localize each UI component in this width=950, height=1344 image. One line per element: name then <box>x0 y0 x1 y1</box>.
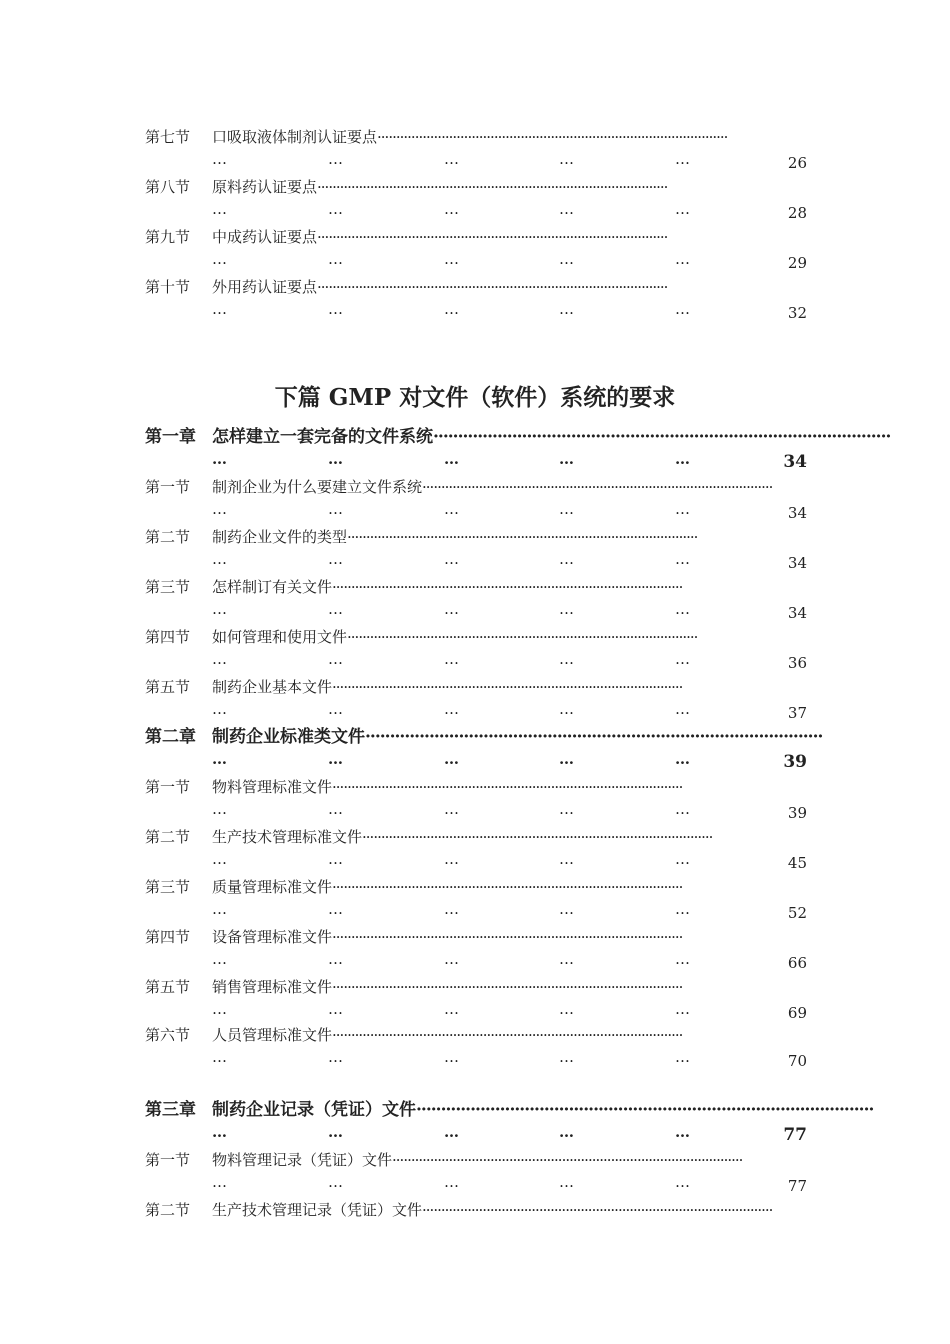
entry-title-text: 物料管理标准文件 <box>212 778 333 796</box>
entry-title <box>212 275 667 299</box>
leader-ellipsis: … <box>675 1048 689 1066</box>
leader-ellipsis: … <box>675 150 689 168</box>
page-number: 34 <box>787 504 807 522</box>
dot-leader: ····························································································· <box>347 628 698 646</box>
entry-title <box>212 475 772 499</box>
page-number: 34 <box>783 452 807 472</box>
entry-leader-line <box>145 949 807 973</box>
toc-section-entry[interactable] <box>145 975 807 1025</box>
entry-title-text: 生产技术管理标准文件 <box>212 828 363 846</box>
entry-heading-line <box>145 1198 807 1222</box>
entry-leader-line <box>145 699 807 723</box>
page-number: 34 <box>787 604 807 622</box>
toc-section-entry[interactable] <box>145 475 807 525</box>
leader-ellipsis: … <box>212 200 226 218</box>
leader-ellipsis: … <box>559 1000 573 1018</box>
leader-ellipsis: … <box>212 600 226 618</box>
entry-title-text: 如何管理和使用文件 <box>212 628 348 646</box>
leader-ellipsis: … <box>328 1048 342 1066</box>
dot-leader: ····························································································· <box>317 228 668 246</box>
entry-title <box>212 975 682 999</box>
page-number: 39 <box>783 752 807 772</box>
entry-heading-line <box>145 1098 874 1122</box>
leader-ellipsis: … <box>444 1000 458 1018</box>
entry-title-text: 制药企业基本文件 <box>212 678 333 696</box>
entry-leader-line <box>145 249 807 273</box>
leader-ellipsis: … <box>444 550 458 568</box>
page-number: 52 <box>787 904 807 922</box>
leader-ellipsis: … <box>675 650 689 668</box>
entry-leader-line <box>145 149 807 173</box>
entry-label: 第四节 <box>145 928 191 946</box>
leader-ellipsis: … <box>444 650 458 668</box>
toc-section-entry[interactable] <box>145 1198 807 1248</box>
entry-heading-line <box>145 825 807 849</box>
entry-label: 第五节 <box>145 678 191 696</box>
dot-leader: ····························································································· <box>332 928 683 946</box>
page-number: 26 <box>787 154 807 172</box>
leader-ellipsis: … <box>559 900 573 918</box>
entry-heading-line <box>145 575 807 599</box>
entry-heading-line <box>145 625 807 649</box>
leader-ellipsis: … <box>212 150 226 168</box>
entry-label: 第三章 <box>145 1100 196 1120</box>
leader-ellipsis: … <box>675 850 689 868</box>
entry-label: 第二节 <box>145 1201 191 1219</box>
leader-ellipsis: … <box>212 850 226 868</box>
dot-leader: ····························································································· <box>416 1100 874 1120</box>
dot-leader: ····························································································· <box>362 828 713 846</box>
leader-ellipsis: … <box>212 250 226 268</box>
leader-ellipsis: … <box>559 450 573 468</box>
leader-ellipsis: … <box>444 600 458 618</box>
entry-leader-line <box>145 749 807 773</box>
leader-ellipsis: … <box>444 200 458 218</box>
entry-title <box>212 1148 742 1172</box>
leader-ellipsis: … <box>675 300 689 318</box>
dot-leader: ····························································································· <box>422 478 773 496</box>
entry-leader-line <box>145 999 807 1023</box>
leader-ellipsis: … <box>675 1173 689 1191</box>
entry-label: 第十节 <box>145 278 191 296</box>
entry-label: 第一节 <box>145 778 191 796</box>
entry-heading-line <box>145 475 807 499</box>
entry-title <box>212 525 697 549</box>
dot-leader: ····························································································· <box>332 1026 683 1044</box>
entry-heading-line <box>145 425 891 449</box>
leader-ellipsis: … <box>559 850 573 868</box>
entry-title <box>212 925 682 949</box>
page-number: 69 <box>787 1004 807 1022</box>
entry-label: 第二章 <box>145 727 196 747</box>
dot-leader: ····························································································· <box>347 528 698 546</box>
toc-chapter-entry[interactable] <box>145 725 823 775</box>
toc-section-entry[interactable] <box>145 925 807 975</box>
entry-title-text: 中成药认证要点 <box>212 228 318 246</box>
entry-heading-line <box>145 675 807 699</box>
leader-ellipsis: … <box>444 900 458 918</box>
leader-ellipsis: … <box>328 600 342 618</box>
leader-ellipsis: … <box>328 800 342 818</box>
leader-ellipsis: … <box>444 300 458 318</box>
leader-ellipsis: … <box>328 1123 342 1141</box>
entry-title-text: 口吸取液体制剂认证要点 <box>212 128 378 146</box>
entry-title-text: 制剂企业为什么要建立文件系统 <box>212 478 423 496</box>
leader-ellipsis: … <box>675 200 689 218</box>
dot-leader: ····························································································· <box>332 678 683 696</box>
leader-ellipsis: … <box>559 750 573 768</box>
dot-leader: ····························································································· <box>365 727 823 747</box>
leader-ellipsis: … <box>675 450 689 468</box>
entry-label: 第五节 <box>145 978 191 996</box>
leader-ellipsis: … <box>328 500 342 518</box>
leader-ellipsis: … <box>328 250 342 268</box>
leader-ellipsis: … <box>559 1048 573 1066</box>
leader-ellipsis: … <box>212 800 226 818</box>
leader-ellipsis: … <box>559 150 573 168</box>
entry-leader-line <box>145 549 807 573</box>
dot-leader: ····························································································· <box>317 178 668 196</box>
toc-section-entry[interactable] <box>145 1148 807 1198</box>
leader-ellipsis: … <box>444 1048 458 1066</box>
toc-section-entry[interactable] <box>145 225 807 275</box>
entry-title-text: 原料药认证要点 <box>212 178 318 196</box>
page-number: 77 <box>787 1177 807 1195</box>
entry-leader-line <box>145 1172 807 1196</box>
toc-section-entry[interactable] <box>145 775 807 825</box>
page-number: 36 <box>787 654 807 672</box>
entry-leader-line <box>145 799 807 823</box>
entry-label: 第一章 <box>145 427 196 447</box>
entry-heading-line <box>145 225 807 249</box>
entry-heading-line <box>145 275 807 299</box>
page-number: 32 <box>787 304 807 322</box>
entry-title <box>212 175 667 199</box>
leader-ellipsis: … <box>328 750 342 768</box>
leader-ellipsis: … <box>212 500 226 518</box>
entry-title <box>212 625 697 649</box>
leader-ellipsis: … <box>328 850 342 868</box>
entry-label: 第四节 <box>145 628 191 646</box>
leader-ellipsis: … <box>559 950 573 968</box>
entry-label: 第二节 <box>145 528 191 546</box>
leader-ellipsis: … <box>675 1000 689 1018</box>
leader-ellipsis: … <box>559 1173 573 1191</box>
entry-title <box>212 1023 682 1047</box>
entry-title-text: 怎样制订有关文件 <box>212 578 333 596</box>
leader-ellipsis: … <box>212 650 226 668</box>
entry-title-text: 怎样建立一套完备的文件系统 <box>212 427 433 447</box>
entry-title <box>212 775 682 799</box>
entry-heading-line <box>145 525 807 549</box>
entry-title <box>212 675 682 699</box>
leader-ellipsis: … <box>444 850 458 868</box>
leader-ellipsis: … <box>559 800 573 818</box>
entry-title <box>212 825 712 849</box>
leader-ellipsis: … <box>675 750 689 768</box>
entry-title <box>212 875 682 899</box>
toc-section-entry[interactable] <box>145 875 807 925</box>
leader-ellipsis: … <box>328 450 342 468</box>
entry-title <box>212 1198 772 1222</box>
entry-title <box>212 725 822 749</box>
leader-ellipsis: … <box>444 1123 458 1141</box>
leader-ellipsis: … <box>444 500 458 518</box>
leader-ellipsis: … <box>444 950 458 968</box>
toc-section-entry[interactable] <box>145 125 807 175</box>
leader-ellipsis: … <box>328 550 342 568</box>
leader-ellipsis: … <box>212 900 226 918</box>
entry-title-text: 设备管理标准文件 <box>212 928 333 946</box>
leader-ellipsis: … <box>675 600 689 618</box>
entry-title <box>212 575 682 599</box>
leader-ellipsis: … <box>559 300 573 318</box>
leader-ellipsis: … <box>212 950 226 968</box>
leader-ellipsis: … <box>559 650 573 668</box>
entry-title-text: 人员管理标准文件 <box>212 1026 333 1044</box>
leader-ellipsis: … <box>559 200 573 218</box>
page-number: 45 <box>787 854 807 872</box>
leader-ellipsis: … <box>675 950 689 968</box>
leader-ellipsis: … <box>444 250 458 268</box>
entry-label: 第八节 <box>145 178 191 196</box>
leader-ellipsis: … <box>328 900 342 918</box>
leader-ellipsis: … <box>328 200 342 218</box>
toc-section-entry[interactable] <box>145 675 807 725</box>
entry-heading-line <box>145 125 807 149</box>
toc-chapter-entry[interactable] <box>145 1098 874 1148</box>
entry-leader-line <box>145 899 807 923</box>
entry-heading-line <box>145 725 823 749</box>
entry-title-text: 物料管理记录（凭证）文件 <box>212 1151 393 1169</box>
entry-label: 第六节 <box>145 1026 191 1044</box>
leader-ellipsis: … <box>675 700 689 718</box>
toc-section-entry[interactable] <box>145 1023 807 1073</box>
leader-ellipsis: … <box>675 500 689 518</box>
dot-leader: ····························································································· <box>317 278 668 296</box>
leader-ellipsis: … <box>675 900 689 918</box>
entry-leader-line <box>145 299 807 323</box>
entry-title-text: 制药企业文件的类型 <box>212 528 348 546</box>
leader-ellipsis: … <box>559 550 573 568</box>
toc-section-entry[interactable] <box>145 175 807 225</box>
leader-ellipsis: … <box>559 250 573 268</box>
toc-section-entry[interactable] <box>145 525 807 575</box>
leader-ellipsis: … <box>559 600 573 618</box>
entry-label: 第一节 <box>145 1151 191 1169</box>
entry-title <box>212 425 890 449</box>
dot-leader: ····························································································· <box>332 878 683 896</box>
entry-label: 第三节 <box>145 878 191 896</box>
page-number: 37 <box>787 704 807 722</box>
entry-label: 第二节 <box>145 828 191 846</box>
page-number: 77 <box>783 1125 807 1145</box>
leader-ellipsis: … <box>559 500 573 518</box>
toc-section-entry[interactable] <box>145 275 807 325</box>
dot-leader: ····························································································· <box>377 128 728 146</box>
entry-heading-line <box>145 1148 807 1172</box>
dot-leader: ····························································································· <box>332 778 683 796</box>
leader-ellipsis: … <box>212 1000 226 1018</box>
leader-ellipsis: … <box>444 750 458 768</box>
entry-leader-line <box>145 599 807 623</box>
entry-heading-line <box>145 1023 807 1047</box>
leader-ellipsis: … <box>444 800 458 818</box>
entry-heading-line <box>145 975 807 999</box>
page-number: 34 <box>787 554 807 572</box>
entry-leader-line <box>145 1047 807 1071</box>
leader-ellipsis: … <box>559 700 573 718</box>
entry-leader-line <box>145 449 807 473</box>
leader-ellipsis: … <box>444 1173 458 1191</box>
toc-chapter-entry[interactable] <box>145 425 891 475</box>
leader-ellipsis: … <box>212 1048 226 1066</box>
entry-title-text: 外用药认证要点 <box>212 278 318 296</box>
entry-leader-line <box>145 1122 807 1146</box>
dot-leader: ····························································································· <box>422 1201 773 1219</box>
entry-label: 第七节 <box>145 128 191 146</box>
entry-label: 第一节 <box>145 478 191 496</box>
dot-leader: ····························································································· <box>392 1151 743 1169</box>
entry-heading-line <box>145 875 807 899</box>
leader-ellipsis: … <box>675 550 689 568</box>
page-number: 39 <box>787 804 807 822</box>
page-number: 28 <box>787 204 807 222</box>
leader-ellipsis: … <box>328 950 342 968</box>
part-title: 下篇 GMP 对文件（软件）系统的要求 <box>274 384 676 411</box>
leader-ellipsis: … <box>675 800 689 818</box>
leader-ellipsis: … <box>328 150 342 168</box>
leader-ellipsis: … <box>444 150 458 168</box>
entry-title-text: 制药企业记录（凭证）文件 <box>212 1100 416 1120</box>
leader-ellipsis: … <box>212 1173 226 1191</box>
entry-leader-line <box>145 199 807 223</box>
leader-ellipsis: … <box>328 1173 342 1191</box>
page-number: 70 <box>787 1052 807 1070</box>
leader-ellipsis: … <box>559 1123 573 1141</box>
leader-ellipsis: … <box>444 700 458 718</box>
entry-leader-line <box>145 849 807 873</box>
dot-leader: ····························································································· <box>433 427 891 447</box>
leader-ellipsis: … <box>212 550 226 568</box>
leader-ellipsis: … <box>328 1000 342 1018</box>
toc-section-entry[interactable] <box>145 625 807 675</box>
entry-heading-line <box>145 925 807 949</box>
leader-ellipsis: … <box>212 450 226 468</box>
entry-label: 第九节 <box>145 228 191 246</box>
leader-ellipsis: … <box>675 250 689 268</box>
dot-leader: ····························································································· <box>332 578 683 596</box>
entry-title-text: 生产技术管理记录（凭证）文件 <box>212 1201 423 1219</box>
entry-title <box>212 1098 873 1122</box>
leader-ellipsis: … <box>328 700 342 718</box>
toc-section-entry[interactable] <box>145 575 807 625</box>
leader-ellipsis: … <box>328 650 342 668</box>
entry-title-text: 销售管理标准文件 <box>212 978 333 996</box>
page-number: 66 <box>787 954 807 972</box>
entry-title-text: 质量管理标准文件 <box>212 878 333 896</box>
entry-title <box>212 125 727 149</box>
entry-leader-line <box>145 649 807 673</box>
entry-heading-line <box>145 775 807 799</box>
entry-leader-line <box>145 499 807 523</box>
entry-heading-line <box>145 175 807 199</box>
leader-ellipsis: … <box>212 700 226 718</box>
leader-ellipsis: … <box>328 300 342 318</box>
entry-title <box>212 225 667 249</box>
leader-ellipsis: … <box>444 450 458 468</box>
leader-ellipsis: … <box>212 1123 226 1141</box>
entry-label: 第三节 <box>145 578 191 596</box>
page-number: 29 <box>787 254 807 272</box>
dot-leader: ····························································································· <box>332 978 683 996</box>
leader-ellipsis: … <box>675 1123 689 1141</box>
entry-title-text: 制药企业标准类文件 <box>212 727 365 747</box>
toc-section-entry[interactable] <box>145 825 807 875</box>
leader-ellipsis: … <box>212 300 226 318</box>
leader-ellipsis: … <box>212 750 226 768</box>
